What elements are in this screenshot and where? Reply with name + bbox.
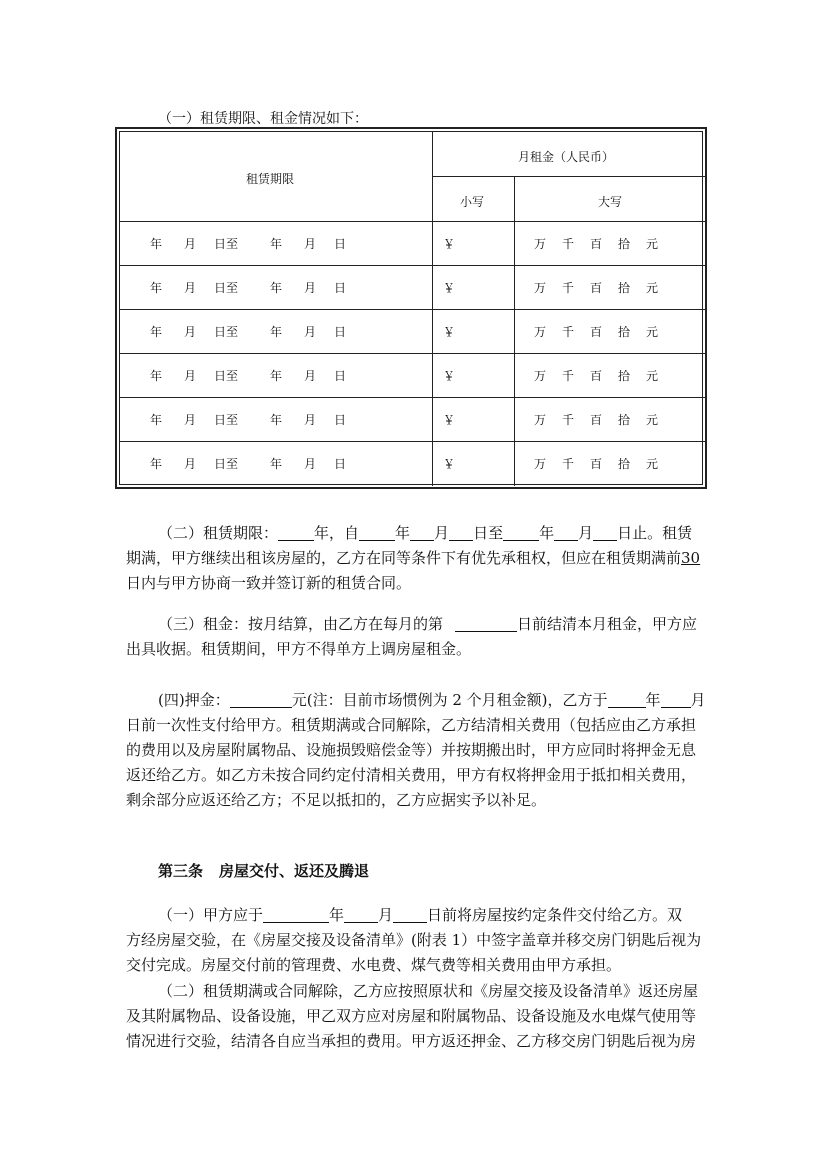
row-6-bai-unit: 百: [590, 457, 603, 471]
row-6-month-start: 月: [184, 457, 197, 471]
blank-deposit-month: [661, 691, 691, 708]
row-3-shi-unit: 拾: [618, 325, 631, 339]
section-one-caption: （一）租赁期限、租金情况如下：: [158, 111, 368, 127]
p2-text-i: 期满，甲方继续出租该房屋的，乙方在同等条件下有优先承租权，但应在租赁期满前: [126, 549, 682, 567]
row-1-day-start: 日至: [214, 237, 239, 251]
p5-text-a: （一）甲方应于: [158, 906, 264, 924]
p2-text-b: 年，自: [314, 524, 360, 542]
row-5-shi-unit: 拾: [618, 413, 631, 427]
row-3-wan-unit: 万: [534, 325, 547, 339]
p2-text-e: 日至: [473, 524, 504, 542]
blank-handover-month: [344, 906, 378, 923]
p2-text-h: 日止。租赁: [617, 524, 693, 542]
para-rent: [126, 612, 708, 662]
row-4-month-end: 月: [304, 369, 317, 383]
row-4-day-end: 日: [334, 369, 347, 383]
table-vline-lower: [514, 176, 515, 486]
header-lowercase: 小写: [460, 195, 485, 209]
p6-text-a: （二）租赁期满或合同解除，乙方应按照原状和《房屋交接及设备清单》返还房屋: [158, 982, 699, 1000]
row-3-day-start: 日至: [214, 325, 239, 339]
row-5-bai-unit: 百: [590, 413, 603, 427]
row-4-qian-unit: 千: [562, 369, 575, 383]
row-3-bai-unit: 百: [590, 325, 603, 339]
article-3-number: 第三条: [158, 862, 204, 880]
blank-deposit-year: [608, 691, 646, 708]
blank-end-year: [503, 524, 539, 541]
row-2-qian-unit: 千: [562, 281, 575, 295]
p3-text-b: 日前结清本月租金，甲方应: [517, 615, 698, 633]
blank-deposit-amount: [230, 691, 292, 708]
row-4-yen-sign: ￥: [443, 369, 456, 383]
row-1-yuan-unit: 元: [646, 237, 659, 251]
row-6-wan-unit: 万: [534, 457, 547, 471]
p4-text-g: 返还给乙方。如乙方未按合同约定付清相关费用，甲方有权将押金用于抵扣相关费用，: [126, 766, 697, 784]
para-deposit: [126, 688, 708, 813]
row-3-yuan-unit: 元: [646, 325, 659, 339]
article-3-title: 房屋交付、返还及腾退: [219, 862, 370, 880]
p5-text-f: 交付完成。房屋交付前的管理费、水电费、煤气费等相关费用由甲方承担。: [126, 956, 622, 974]
table-row-divider: [120, 397, 706, 398]
row-3-year-start: 年: [150, 325, 163, 339]
row-3-qian-unit: 千: [562, 325, 575, 339]
row-2-month-end: 月: [304, 281, 317, 295]
p4-text-d: 月: [690, 691, 706, 709]
row-2-day-end: 日: [334, 281, 347, 295]
p6-text-b: 及其附属物品、设备设施，甲乙双方应对房屋和附属物品、设备设施及水电煤气使用等: [126, 1007, 697, 1025]
row-5-qian-unit: 千: [562, 413, 575, 427]
row-3-year-end: 年: [270, 325, 283, 339]
row-5-month-end: 月: [304, 413, 317, 427]
table-row-divider: [120, 265, 706, 266]
row-6-month-end: 月: [304, 457, 317, 471]
row-2-year-start: 年: [150, 281, 163, 295]
header-rent-period: 租赁期限: [246, 172, 295, 186]
row-5-month-start: 月: [184, 413, 197, 427]
p5-text-c: 月: [378, 906, 394, 924]
blank-handover-day: [393, 906, 427, 923]
row-4-month-start: 月: [184, 369, 197, 383]
p2-text-c: 年: [395, 524, 411, 542]
row-3-day-end: 日: [334, 325, 347, 339]
row-3-yen-sign: ￥: [443, 325, 456, 339]
row-1-yen-sign: ￥: [443, 237, 456, 251]
blank-end-day: [593, 524, 617, 541]
p4-text-b: 元(注：目前市场惯例为 2 个月租金额)，乙方于: [291, 691, 608, 709]
table-hline-rent-header: [432, 176, 706, 177]
header-monthly-rent: 月租金（人民币）: [518, 150, 615, 164]
row-5-day-end: 日: [334, 413, 347, 427]
p2-text-j: 日内与甲方协商一致并签订新的租赁合同。: [126, 574, 412, 592]
row-2-bai-unit: 百: [590, 281, 603, 295]
p6-text-c: 情况进行交验，结清各自应当承担的费用。甲方返还押金、乙方移交房门钥匙后视为房: [126, 1032, 697, 1050]
blank-end-month: [554, 524, 578, 541]
row-5-yuan-unit: 元: [646, 413, 659, 427]
row-1-wan-unit: 万: [534, 237, 547, 251]
row-1-shi-unit: 拾: [618, 237, 631, 251]
row-5-yen-sign: ￥: [443, 413, 456, 427]
blank-start-day: [449, 524, 473, 541]
blank-start-month: [410, 524, 434, 541]
row-6-yuan-unit: 元: [646, 457, 659, 471]
para-handover: [126, 903, 708, 978]
blank-payment-day: [455, 615, 517, 632]
row-5-wan-unit: 万: [534, 413, 547, 427]
table-row-divider: [120, 353, 706, 354]
row-3-month-end: 月: [304, 325, 317, 339]
p2-text-g: 月: [578, 524, 594, 542]
row-6-yen-sign: ￥: [443, 457, 456, 471]
row-6-year-end: 年: [270, 457, 283, 471]
row-4-wan-unit: 万: [534, 369, 547, 383]
row-2-day-start: 日至: [214, 281, 239, 295]
p4-text-f: 的费用以及房屋附属物品、设施损毁赔偿金等）并按期搬出时，甲方应同时将押金无息: [126, 741, 697, 759]
p5-text-d: 日前将房屋按约定条件交付给乙方。双: [427, 906, 683, 924]
row-6-shi-unit: 拾: [618, 457, 631, 471]
row-1-month-start: 月: [184, 237, 197, 251]
row-5-day-start: 日至: [214, 413, 239, 427]
p4-text-a: (四)押金：: [158, 691, 230, 709]
table-row-divider: [120, 309, 706, 310]
row-1-bai-unit: 百: [590, 237, 603, 251]
rent-table: [115, 127, 707, 489]
p5-text-b: 年: [329, 906, 345, 924]
row-2-wan-unit: 万: [534, 281, 547, 295]
row-5-year-start: 年: [150, 413, 163, 427]
para-return: [126, 979, 708, 1054]
blank-term-years: [278, 524, 314, 541]
p4-text-c: 年: [645, 691, 661, 709]
p4-text-e: 日前一次性支付给甲方。租赁期满或合同解除，乙方结清相关费用（包括应由乙方承担: [126, 716, 697, 734]
rent-table-inner: [119, 131, 703, 485]
p2-text-a: （二）租赁期限：: [158, 524, 279, 542]
p3-text-c: 出具收据。租赁期间，甲方不得单方上调房屋租金。: [126, 640, 472, 658]
row-2-year-end: 年: [270, 281, 283, 295]
p2-text-f: 年: [539, 524, 555, 542]
p4-text-h: 剩余部分应返还给乙方；不足以抵扣的，乙方应据实予以补足。: [126, 791, 547, 809]
row-4-yuan-unit: 元: [646, 369, 659, 383]
p3-text-a: （三）租金：按月结算，由乙方在每月的第: [158, 615, 444, 633]
table-hline-header-bottom: [120, 221, 706, 222]
row-4-year-end: 年: [270, 369, 283, 383]
row-4-bai-unit: 百: [590, 369, 603, 383]
renewal-days: 30: [681, 549, 701, 567]
row-2-yen-sign: ￥: [443, 281, 456, 295]
row-6-day-start: 日至: [214, 457, 239, 471]
row-6-year-start: 年: [150, 457, 163, 471]
row-2-yuan-unit: 元: [646, 281, 659, 295]
row-1-month-end: 月: [304, 237, 317, 251]
para-rental-term: [126, 521, 708, 596]
row-1-year-end: 年: [270, 237, 283, 251]
p5-text-e: 方经房屋交验，在《房屋交接及设备清单》(附表 1）中签字盖章并移交房门钥匙后视为: [126, 931, 702, 949]
p2-text-d: 月: [434, 524, 450, 542]
article-3-heading: [158, 860, 369, 881]
row-1-year-start: 年: [150, 237, 163, 251]
row-6-qian-unit: 千: [562, 457, 575, 471]
row-3-month-start: 月: [184, 325, 197, 339]
row-6-day-end: 日: [334, 457, 347, 471]
table-row-divider: [120, 441, 706, 442]
row-5-year-end: 年: [270, 413, 283, 427]
row-4-shi-unit: 拾: [618, 369, 631, 383]
row-4-day-start: 日至: [214, 369, 239, 383]
row-1-qian-unit: 千: [562, 237, 575, 251]
row-1-day-end: 日: [334, 237, 347, 251]
row-2-shi-unit: 拾: [618, 281, 631, 295]
row-2-month-start: 月: [184, 281, 197, 295]
blank-start-year: [359, 524, 395, 541]
blank-handover-year: [263, 906, 329, 923]
header-uppercase: 大写: [598, 195, 623, 209]
row-4-year-start: 年: [150, 369, 163, 383]
